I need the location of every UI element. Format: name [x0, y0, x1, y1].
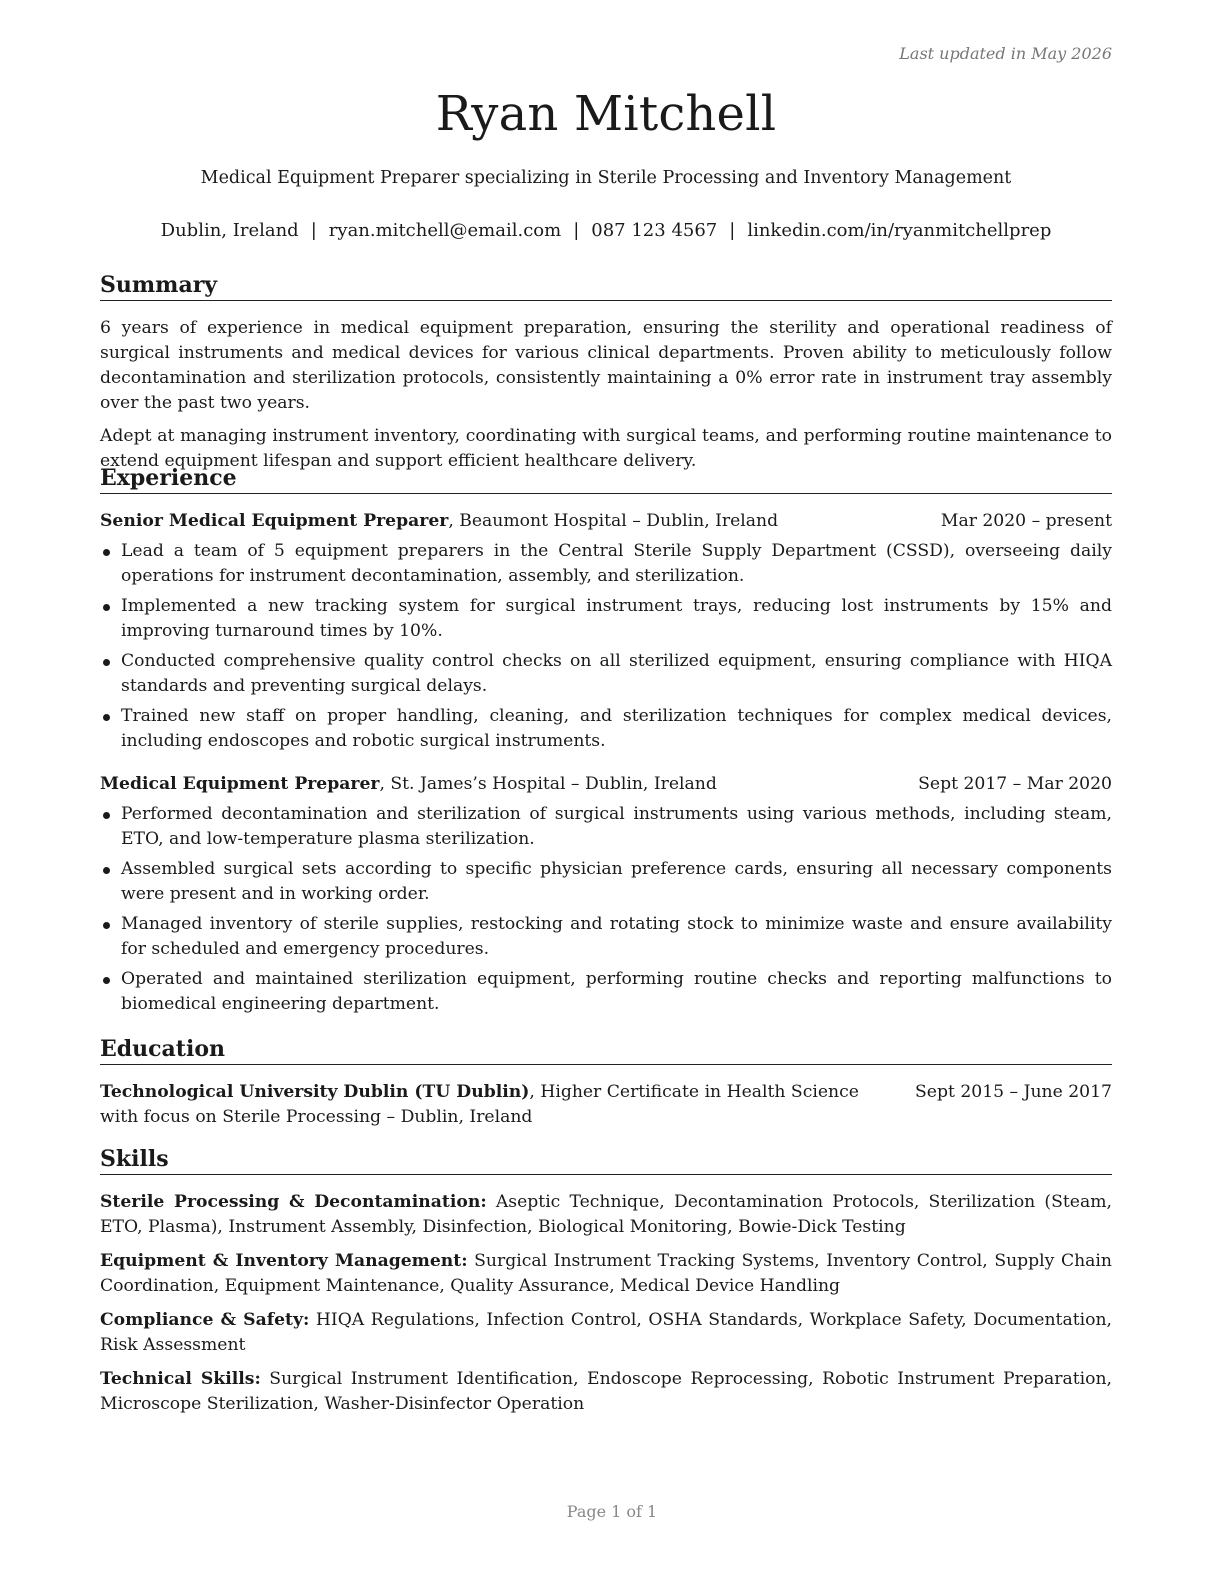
skill-group-items: Aseptic Technique, Decontamination Protocols, Sterilization (Steam, ETO, Plasma), Instrument Assembly, Disinfection, Biological Monitoring, Bowie-Dick Testing	[100, 1192, 1112, 1237]
skill-group-items: Surgical Instrument Tracking Systems, Inventory Control, Supply Chain Coordination, Equipment Maintenance, Quality Assurance, Medical Device Handling	[100, 1251, 1112, 1296]
bullet-icon	[103, 659, 110, 666]
section-title-skills: Skills	[100, 1145, 1112, 1175]
job-dates: Sept 2017 – Mar 2020	[918, 774, 1112, 794]
job-role: Senior Medical Equipment Preparer	[100, 511, 449, 531]
summary-paragraph: Adept at managing instrument inventory, coordinating with surgical teams, and performing routine maintenance to extend equipment lifespan and support efficient healthcare delivery.	[100, 426, 1112, 471]
bullet-text: Conducted comprehensive quality control checks on all sterilized equipment, ensuring compliance with HIQA standards and preventing surgical delays.	[121, 651, 1112, 696]
education-detail: , Higher Certificate in Health Science with focus on Sterile Processing – Dublin, Ireland	[100, 1082, 859, 1127]
skill-group-label: Sterile Processing & Decontamination:	[100, 1192, 487, 1212]
bullet-text: Performed decontamination and sterilization of surgical instruments using various methods, including steam, ETO, and low-temperature plasma sterilization.	[121, 804, 1112, 849]
education-entry	[100, 1080, 1112, 1130]
list-item	[100, 649, 1112, 699]
skill-group-items: HIQA Regulations, Infection Control, OSHA Standards, Workplace Safety, Documentation, Risk Assessment	[100, 1310, 1112, 1355]
candidate-name: Ryan Mitchell	[435, 86, 777, 142]
contact-email[interactable]: ryan.mitchell@email.com	[328, 220, 562, 241]
list-item	[100, 704, 1112, 754]
job-header	[100, 772, 1112, 797]
job-dates: Mar 2020 – present	[940, 511, 1112, 531]
list-item	[100, 967, 1112, 1017]
bullet-text: Assembled surgical sets according to specific physician preference cards, ensuring all necessary components were present and in working order.	[121, 859, 1112, 904]
job-entry	[100, 772, 1112, 1017]
education-section	[100, 1035, 1112, 1130]
skill-group-items: Surgical Instrument Identification, Endoscope Reprocessing, Robotic Instrument Preparation, Microscope Sterilization, Washer-Disinfector Operation	[100, 1369, 1112, 1414]
job-org: , Beaumont Hospital – Dublin, Ireland	[448, 511, 779, 531]
experience-section	[100, 464, 1112, 1022]
list-item	[100, 802, 1112, 852]
job-bullets	[100, 539, 1112, 754]
last-updated: Last updated in May 2026	[899, 44, 1112, 63]
contact-phone: 087 123 4567	[591, 220, 718, 241]
job-bullets	[100, 802, 1112, 1017]
contact-separator: |	[573, 220, 580, 241]
job-entry	[100, 509, 1112, 754]
contact-linkedin[interactable]: linkedin.com/in/ryanmitchellprep	[747, 220, 1052, 241]
list-item	[100, 857, 1112, 907]
skill-group	[100, 1249, 1112, 1299]
bullet-icon	[103, 977, 110, 984]
bullet-icon	[103, 604, 110, 611]
bullet-icon	[103, 549, 110, 556]
skill-group-label: Equipment & Inventory Management:	[100, 1251, 468, 1271]
job-header	[100, 509, 1112, 534]
bullet-icon	[103, 867, 110, 874]
bullet-icon	[103, 812, 110, 819]
page-number: Page 1 of 1	[566, 1502, 658, 1521]
bullet-text: Managed inventory of sterile supplies, restocking and rotating stock to minimize waste and ensure availability for scheduled and emergency procedures.	[121, 914, 1112, 959]
summary-paragraph: 6 years of experience in medical equipment preparation, ensuring the sterility and operational readiness of surgical instruments and medical devices for various clinical departments. Proven ability to meticulously follow decontamination and sterilization protocols, consistently maintaining a 0% error rate in instrument tray assembly over the past two years.	[100, 318, 1112, 413]
skill-group	[100, 1308, 1112, 1358]
skills-list	[100, 1190, 1112, 1417]
bullet-text: Lead a team of 5 equipment preparers in the Central Sterile Supply Department (CSSD), overseeing daily operations for instrument decontamination, assembly, and sterilization.	[121, 541, 1112, 586]
skill-group	[100, 1367, 1112, 1417]
summary-section	[100, 271, 1112, 474]
contact-separator: |	[310, 220, 317, 241]
job-org: , St. James’s Hospital – Dublin, Ireland	[379, 774, 717, 794]
section-title-education: Education	[100, 1035, 1112, 1065]
contact-location: Dublin, Ireland	[160, 220, 299, 241]
section-title-summary: Summary	[100, 271, 1112, 301]
tagline: Medical Equipment Preparer specializing in Sterile Processing and Inventory Management	[200, 168, 1012, 188]
skill-group	[100, 1190, 1112, 1240]
list-item	[100, 594, 1112, 644]
job-role: Medical Equipment Preparer	[100, 774, 380, 794]
education-dates: Sept 2015 – June 2017	[915, 1082, 1112, 1102]
bullet-icon	[103, 922, 110, 929]
list-item	[100, 539, 1112, 589]
skill-group-label: Compliance & Safety:	[100, 1310, 310, 1330]
skills-section	[100, 1145, 1112, 1426]
section-title-experience: Experience	[100, 464, 1112, 494]
bullet-text: Trained new staff on proper handling, cleaning, and sterilization techniques for complex medical devices, including endoscopes and robotic surgical instruments.	[121, 706, 1112, 751]
list-item	[100, 912, 1112, 962]
contact-separator: |	[729, 220, 736, 241]
education-school: Technological University Dublin (TU Dublin)	[100, 1082, 530, 1102]
bullet-text: Operated and maintained sterilization equipment, performing routine checks and reporting malfunctions to biomedical engineering department.	[121, 969, 1112, 1014]
bullet-text: Implemented a new tracking system for surgical instrument trays, reducing lost instruments by 15% and improving turnaround times by 10%.	[121, 596, 1112, 641]
bullet-icon	[103, 714, 110, 721]
contact-line	[100, 220, 1112, 241]
skill-group-label: Technical Skills:	[100, 1369, 261, 1389]
